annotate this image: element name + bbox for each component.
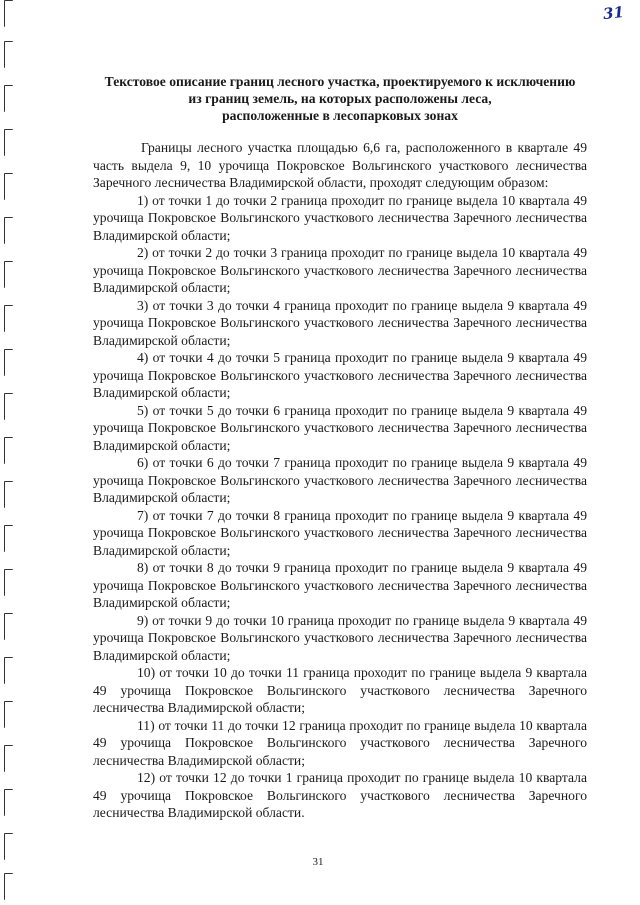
boundary-item: 6) от точки 6 до точки 7 граница проходит по границе выдела 9 квартала 49 урочища Покровское Вольгинского участкового лесничества Заречного лесничества Владимирской области; [93,455,587,505]
boundary-item: 12) от точки 12 до точки 1 граница проходит по границе выдела 10 квартала 49 урочища Покровское Вольгинского участкового лесничества Заречного лесничества Владимирской области. [93,770,587,820]
boundary-item: 7) от точки 7 до точки 8 граница проходит по границе выдела 9 квартала 49 урочища Покровское Вольгинского участкового лесничества Заречного лесничества Владимирской области; [93,507,587,558]
binding-mark [4,393,13,420]
boundary-item: 11) от точки 11 до точки 12 граница проходит по границе выдела 10 квартала 49 урочища Покровское Вольгинского участкового лесничества Заречного лесничества Владимирской области; [93,717,587,768]
binding-mark [4,217,13,244]
binding-mark [4,745,13,772]
boundary-item: 5) от точки 5 до точки 6 граница проходит по границе выдела 9 квартала 49 урочища Покровское Вольгинского участкового лесничества Заречного лесничества Владимирской области; [93,402,587,453]
binding-mark [4,873,13,900]
binding-mark [4,481,13,508]
binding-mark [4,525,13,552]
boundary-item: 2) от точки 2 до точки 3 граница проходит по границе выдела 10 квартала 49 урочища Покровское Вольгинского участкового лесничества Заречного лесничества Владимирской области; [93,245,587,295]
boundary-item: 1) от точки 1 до точки 2 граница проходит по границе выдела 10 квартала 49 урочища Покровское Вольгинского участкового лесничества Заречного лесничества Владимирской области; [93,192,587,243]
binding-mark [4,613,13,640]
binding-mark [4,569,13,596]
binding-mark [4,305,13,332]
binding-mark [4,173,13,200]
binding-mark [4,437,13,464]
page-number-text: 31 [312,856,324,868]
boundary-item: 8) от точки 8 до точки 9 граница проходит по границе выдела 9 квартала 49 урочища Покровское Вольгинского участкового лесничества Заречного лесничества Владимирской области; [93,560,587,610]
binding-marks [0,0,18,905]
page-number [0,856,640,868]
boundary-item: 10) от точки 10 до точки 11 граница проходит по границе выдела 9 квартала 49 урочища Покровское Вольгинского участкового лесничества Заречного лесничества Владимирской области; [93,665,587,715]
handwritten-page-number: 31 [602,2,625,24]
binding-mark [4,261,13,288]
binding-mark [4,129,13,156]
intro-paragraph: Границы лесного участка площадью 6,6 га, расположенного в квартале 49 часть выдела 9, 10 урочища Покровское Вольгинского участкового лесничества Заречного лесничества Владимирской области, проходят следующим образом: [93,140,587,190]
title-line: Текстовое описание границ лесного участка, проектируемого к исключению [104,74,576,89]
binding-mark [4,701,13,728]
title-line: из границ земель, на которых расположены леса, [188,91,492,106]
binding-mark [4,789,13,816]
binding-mark [4,657,13,684]
title-line: расположенные в лесопарковых зонах [222,108,458,123]
boundary-item: 3) от точки 3 до точки 4 граница проходит по границе выдела 9 квартала 49 урочища Покровское Вольгинского участкового лесничества Заречного лесничества Владимирской области; [93,297,587,348]
binding-mark [4,0,13,27]
binding-mark [4,41,13,68]
boundary-item: 9) от точки 9 до точки 10 граница проходит по границе выдела 9 квартала 49 урочища Покровское Вольгинского участкового лесничества Заречного лесничества Владимирской области; [93,612,587,663]
binding-mark [4,349,13,376]
binding-mark [4,85,13,112]
boundary-item: 4) от точки 4 до точки 5 граница проходит по границе выдела 9 квартала 49 урочища Покровское Вольгинского участкового лесничества Заречного лесничества Владимирской области; [93,350,587,400]
document-title [80,73,600,124]
document-body [93,139,587,822]
